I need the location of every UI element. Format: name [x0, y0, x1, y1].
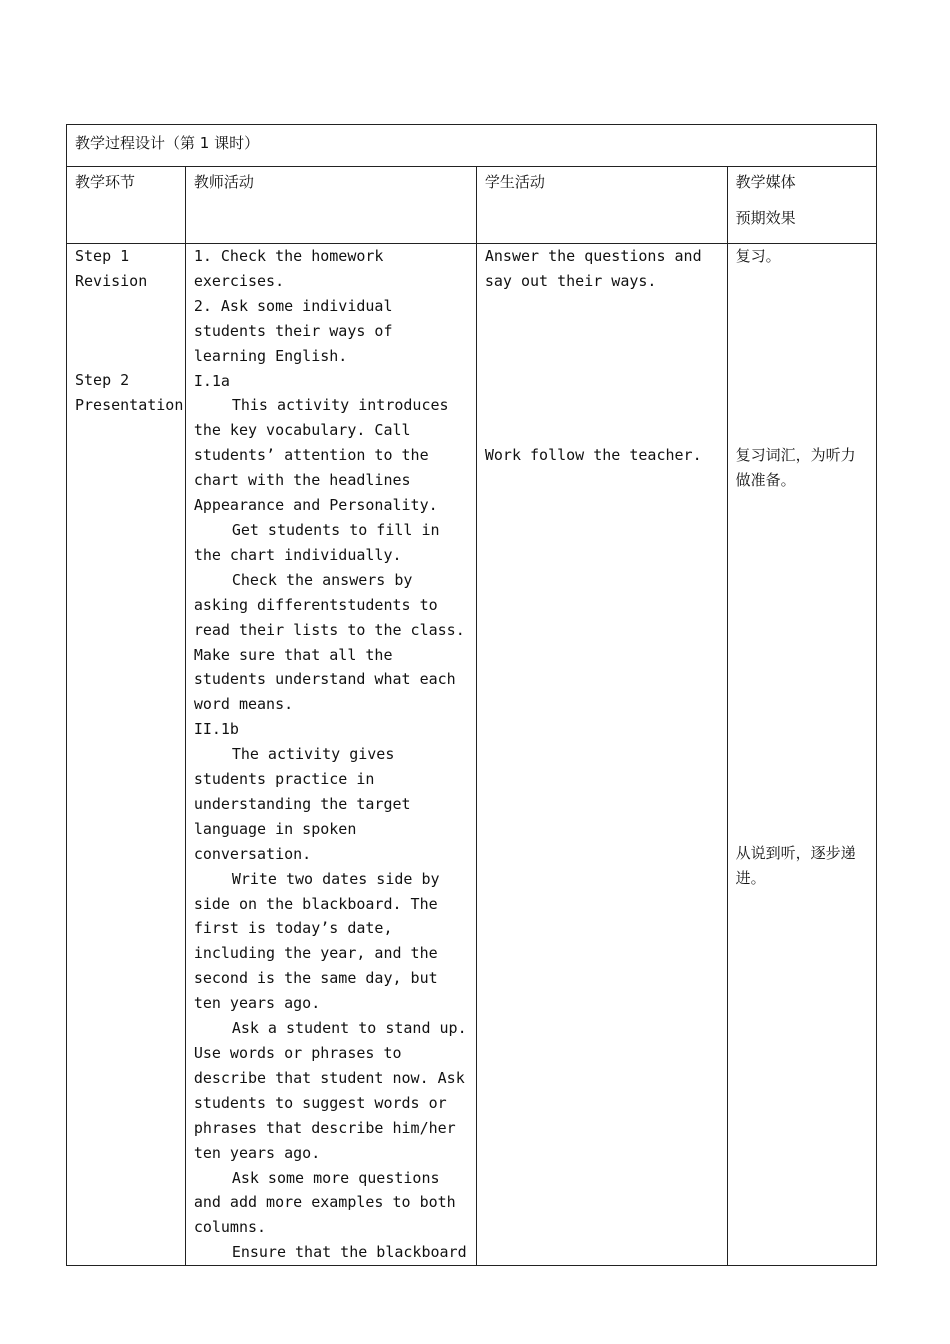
table-title: 教学过程设计（第 1 课时）: [75, 134, 260, 152]
teacher-p2: 2. Ask some individual students their ways of learning English.: [193, 296, 393, 365]
step2-name: Presentation: [75, 396, 184, 415]
effect-e2: 复习词汇，为听力做准备。: [735, 446, 856, 490]
header-media-effect: 教学媒体 预期效果: [727, 167, 876, 244]
step1-label: Step 1: [75, 247, 130, 265]
student-s2: Work follow the teacher.: [484, 446, 702, 465]
teacher-p10: Ensure that the blackboard: [231, 1243, 467, 1262]
teacher-heading-1a: I.1a: [193, 371, 230, 390]
teacher-p5: Check the answers by asking differentstudents to read their lists to the class. Make sure that all the students understand what each word means.: [193, 570, 465, 714]
teacher-activity-cell: [185, 244, 476, 1266]
teacher-p3: This activity introduces the key vocabulary. Call students’ attention to the chart with the headlines Appearance and Personality.: [193, 396, 449, 515]
header-teacher-activity: 教师活动: [185, 167, 476, 244]
effect-e3: 从说到听，逐步递进。: [735, 844, 856, 888]
teacher-p8: Ask a student to stand up. Use words or phrases to describe that student now. Ask students to suggest words or phrases that describe him/her ten years ago.: [193, 1019, 467, 1162]
title-row: [67, 125, 877, 167]
teacher-p6: The activity gives students practice in understanding the target language in spoken conversation.: [193, 745, 411, 863]
steps-cell: [67, 244, 186, 1266]
teacher-p4: Get students to fill in the chart individually.: [193, 520, 440, 564]
teacher-heading-1b: II.1b: [193, 720, 239, 739]
student-activity-cell: [476, 244, 727, 1266]
teacher-p1: 1. Check the homework exercises.: [193, 247, 384, 290]
effect-e1: 复习。: [735, 247, 781, 265]
lesson-plan-table: [66, 124, 877, 1266]
header-step: 教学环节: [67, 167, 186, 244]
media-effect-cell: [727, 244, 876, 1266]
step2-label: Step 2: [75, 371, 130, 390]
teacher-p9: Ask some more questions and add more examples to both columns.: [193, 1168, 456, 1237]
header-row: [67, 167, 877, 244]
student-s1: Answer the questions and say out their ways.: [484, 247, 702, 290]
header-student-activity: 学生活动: [476, 167, 727, 244]
step1-name: Revision: [75, 271, 148, 290]
table-title-cell: [67, 125, 877, 167]
teacher-p7: Write two dates side by side on the blackboard. The first is today’s date, including the year, and the second is the same day, but ten years ago.: [193, 869, 440, 1013]
content-row: [67, 244, 877, 1266]
